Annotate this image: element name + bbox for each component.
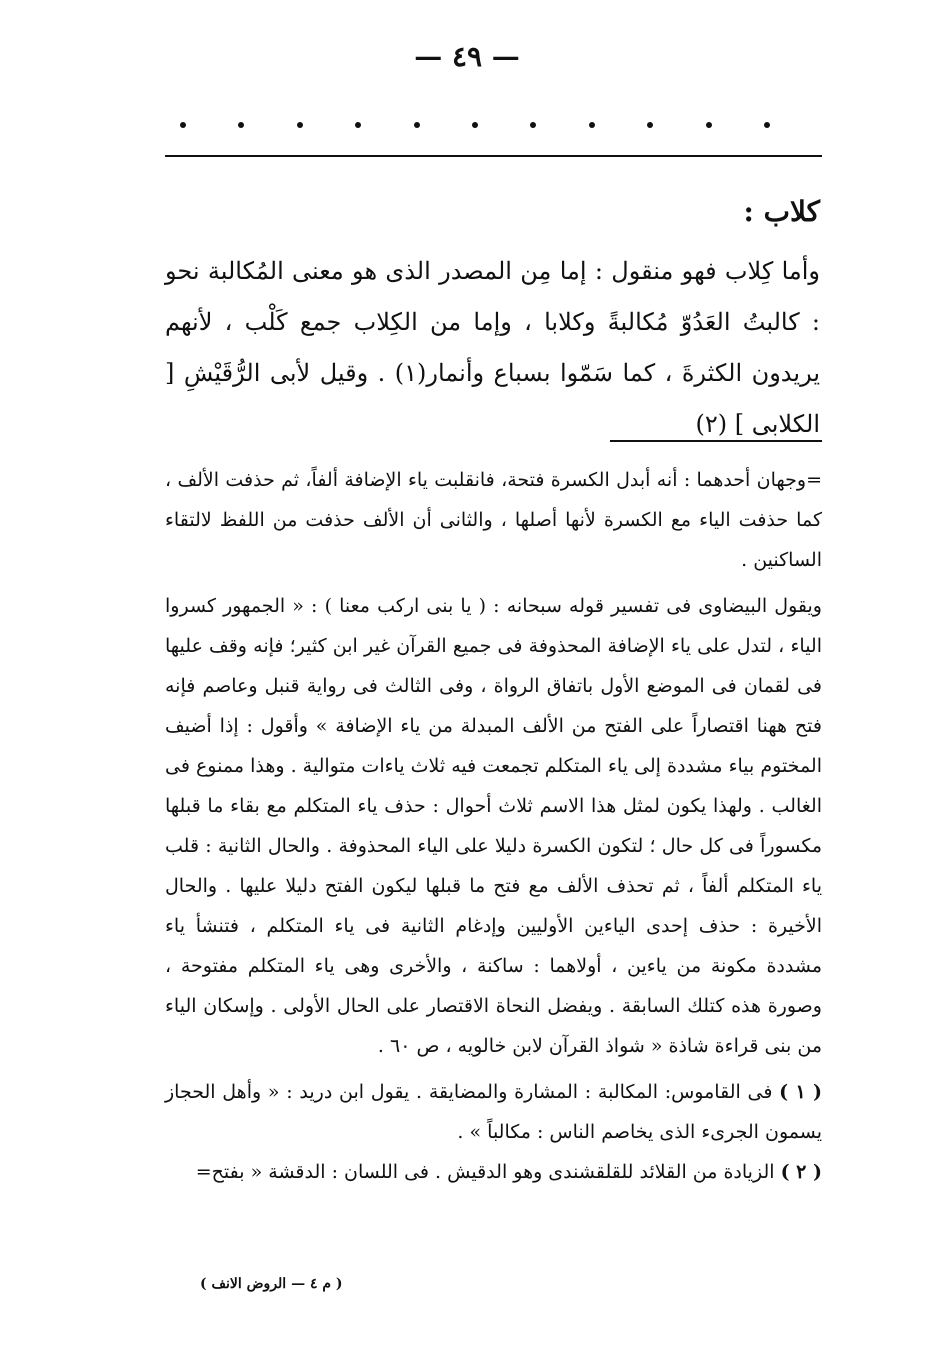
footnotes bbox=[165, 1072, 822, 1192]
dot bbox=[355, 122, 361, 128]
note-paragraph: ويقول البيضاوى فى تفسير قوله سبحانه : ( يا بنى اركب معنا ) : « الجمهور كسروا الياء ، لتدل على ياء الإضافة المحذوفة فى جميع القرآن غير ابن كثير؛ فإنه وقف عليها فى لقمان فى الموضع الأول باتفاق الرواة ، وفى الثالث فى رواية قنبل وعاصم فإنه فتح ههنا اقتصاراً على الفتح من الألف المبدلة من ياء الإضافة » وأقول : إذا أضيف المختوم بياء مشددة إلى ياء المتكلم تجمعت فيه ثلاث ياءات متوالية . وهذا ممنوع فى الغالب . ولهذا يكون لمثل هذا الاسم ثلاث أحوال : حذف ياء المتكلم مع بقاء ما قبلها مكسوراً فى كل حال ؛ لتكون الكسرة دليلا على الياء المحذوفة . والحال الثانية : قلب ياء المتكلم ألفاً ، ثم تحذف الألف مع فتح ما قبلها ليكون الفتح دليلا عليها . والحال الأخيرة : حذف إحدى الياءين الأوليين وإدغام الثانية فى ياء المتكلم ، فتنشأ ياء مشددة مكونة من ياءين ، أولاهما : ساكنة ، والأخرى وهى ياء المتكلم مفتوحة ، وصورة هذه كتلك السابقة . ويفضل النحاة الاقتصار على الحال الأولى . وإسكان الياء من بنى قراءة شاذة « شواذ القرآن لابن خالويه ، ص ٦٠ . bbox=[165, 595, 822, 1057]
footnote-number: ( ١ ) bbox=[779, 1081, 823, 1103]
footnote-2 bbox=[165, 1152, 822, 1192]
dot bbox=[764, 122, 770, 128]
section-heading: كلاب : bbox=[743, 195, 820, 228]
footnote-number: ( ٢ ) bbox=[780, 1161, 822, 1183]
dot bbox=[530, 122, 536, 128]
dot bbox=[589, 122, 595, 128]
footnote-1 bbox=[165, 1072, 822, 1152]
dot bbox=[472, 122, 478, 128]
main-text bbox=[165, 195, 820, 450]
top-rule bbox=[165, 155, 822, 157]
page-number: — ٤٩ — bbox=[414, 40, 520, 73]
footnote-text: فى القاموس: المكالبة : المشارة والمضايقة . يقول ابن دريد : « وأهل الحجاز يسمون الجرىء الذى يخاصم الناس : مكالباً » . bbox=[165, 1081, 822, 1143]
footnote-text: الزيادة من القلائد للقلقشندى وهو الدقيش . فى اللسان : الدقشة « بفتح= bbox=[195, 1161, 775, 1183]
dot bbox=[414, 122, 420, 128]
dot bbox=[706, 122, 712, 128]
dot bbox=[297, 122, 303, 128]
body-paragraph: وأما كِلاب فهو منقول : إما مِن المصدر الذى هو معنى المُكالبة نحو : كالبتُ العَدُوّ مُكالبةً وكلابا ، وإما من الكِلاب جمع كَلْب ، لأنهم يريدون الكثرةَ ، كما سَمّوا بسباع وأنمار(١) . وقيل لأبى الرُّقَيْشِ [ الكلابى ] (٢) bbox=[165, 257, 820, 438]
dot bbox=[180, 122, 186, 128]
footnote-separator bbox=[610, 440, 822, 442]
note-paragraph: =وجهان أحدهما : أنه أبدل الكسرة فتحة، فانقلبت ياء الإضافة ألفاً، ثم حذفت الألف ، كما حذفت الياء مع الكسرة لأنها أصلها ، والثانى أن الألف حذفت من اللفظ لالتقاء الساكنين . bbox=[165, 469, 822, 571]
notes-section bbox=[165, 460, 822, 1192]
dot bbox=[238, 122, 244, 128]
book-credit: ( م ٤ — الروض الانف ) bbox=[200, 1276, 343, 1292]
ornament-dots bbox=[180, 122, 770, 128]
dot bbox=[647, 122, 653, 128]
